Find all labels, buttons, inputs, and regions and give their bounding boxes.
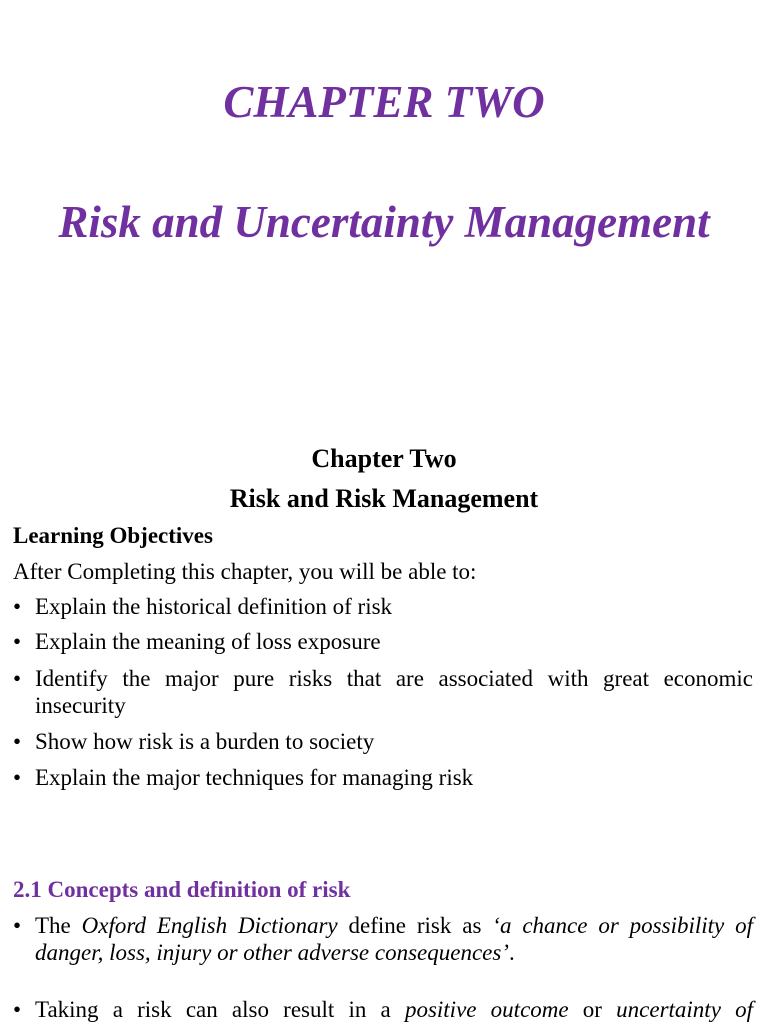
objective-text: Identify the major pure risks that are associated with great economic insecurity xyxy=(35,666,753,718)
dictionary-name: Oxford English Dictionary xyxy=(81,913,338,938)
definition-paragraph: The Oxford English Dictionary define risk as ‘a chance or possibility of danger, loss, injury or other adverse consequences’. xyxy=(35,913,753,965)
bullet-icon: • xyxy=(13,666,22,691)
chapter-title: CHAPTER TWO xyxy=(223,77,545,127)
objective-text: Show how risk is a burden to society xyxy=(35,729,375,754)
list-item xyxy=(13,665,753,719)
objective-text: Explain the historical definition of risk xyxy=(35,594,393,619)
bullet-icon: • xyxy=(13,729,22,754)
list-item xyxy=(13,996,753,1023)
objective-text: Explain the meaning of loss exposure xyxy=(35,629,381,654)
bullet-icon: • xyxy=(13,765,22,790)
list-item xyxy=(13,912,753,966)
risk-outcome-paragraph: Taking a risk can also result in a positive outcome or uncertainty of xyxy=(35,997,753,1022)
list-item xyxy=(13,764,753,791)
intro-text: After Completing this chapter, you will be able to: xyxy=(13,559,477,584)
chapter-subtitle: Risk and Uncertainty Management xyxy=(58,197,710,247)
list-item xyxy=(13,728,753,755)
list-item xyxy=(13,593,753,620)
bullet-icon: • xyxy=(13,594,22,619)
chapter-subheading: Risk and Risk Management xyxy=(229,484,539,513)
definition-quote: ‘a chance or possibility of danger, loss, injury or other adverse consequences’ xyxy=(35,913,753,965)
chapter-heading: Chapter Two xyxy=(311,444,457,473)
list-item xyxy=(13,628,753,655)
bullet-icon: • xyxy=(13,997,22,1022)
objective-text: Explain the major techniques for managing risk xyxy=(35,765,474,790)
learning-objectives-label: Learning Objectives xyxy=(13,523,213,548)
bullet-icon: • xyxy=(13,629,22,654)
bullet-icon: • xyxy=(13,913,22,938)
section-heading: 2.1 Concepts and definition of risk xyxy=(13,877,351,902)
